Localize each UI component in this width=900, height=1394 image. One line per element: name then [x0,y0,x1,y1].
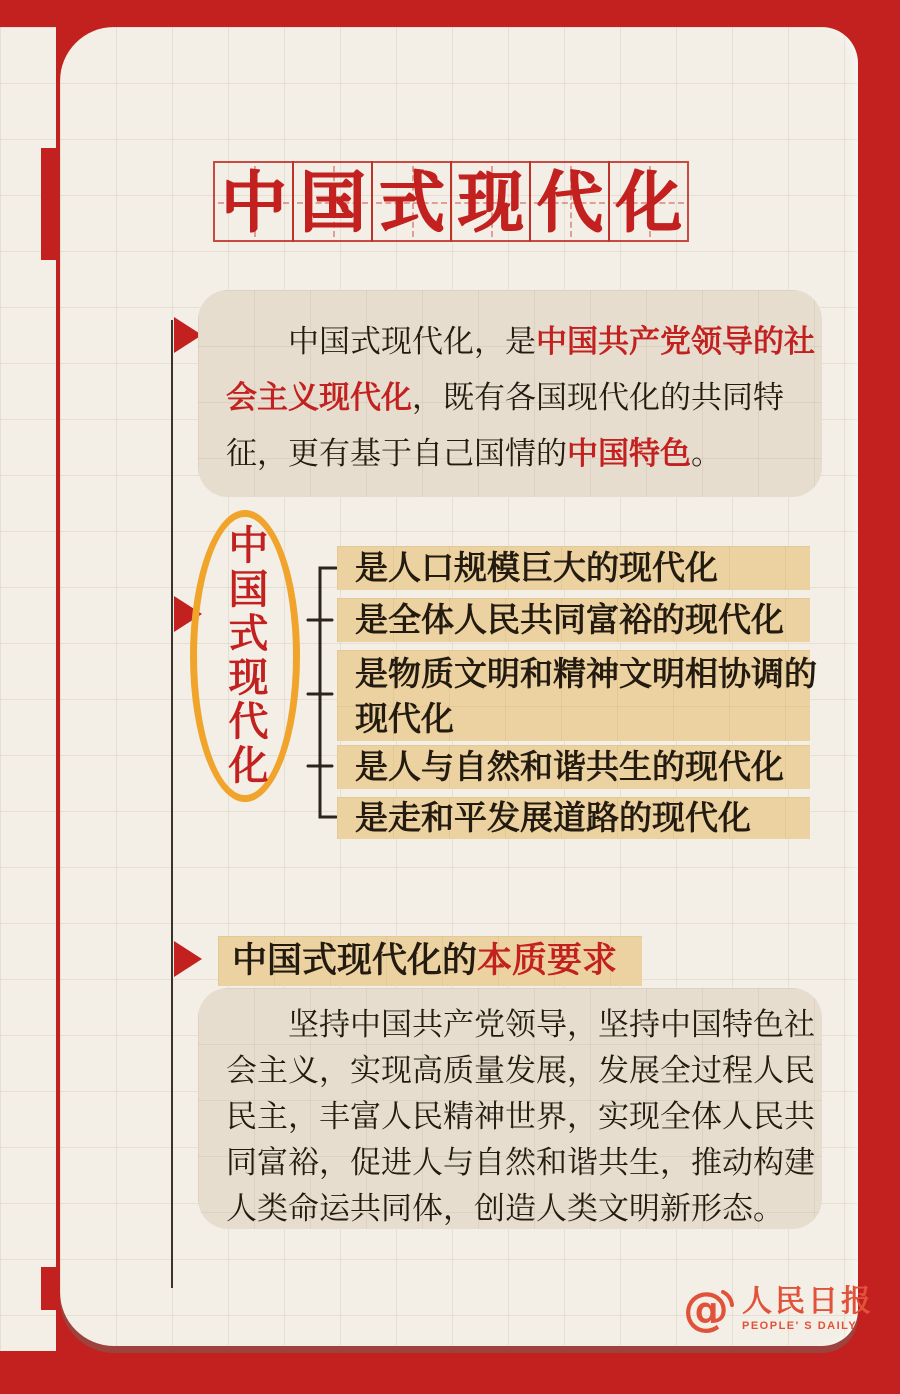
title-char: 国 [299,162,366,241]
title-char: 代 [536,162,603,241]
feature-item: 是全体人民共同富裕的现代化 [337,598,810,642]
title-char-box [608,161,689,242]
logo-cn-label: 人民日报 [742,1285,874,1318]
feature-item: 是走和平发展道路的现代化 [337,797,810,839]
title-char: 现 [457,162,524,241]
feature-item: 是物质文明和精神文明相协调的 现代化 [337,650,810,741]
intro-card: 中国式现代化，是中国共产党领导的社 会主义现代化，既有各国现代化的共同特 征，更有基于自己国情的中国特色。 [198,290,822,497]
section-marker-icon [174,941,202,977]
center-oval [190,510,300,802]
page-title [213,161,689,242]
logo-en-label: PEOPLE' S DAILY [742,1319,858,1332]
bookmark-tab-bottom [41,1267,58,1310]
title-char-box [529,161,610,242]
title-char: 化 [615,162,682,241]
feature-item: 是人口规模巨大的现代化 [337,546,810,590]
feature-item: 是人与自然和谐共生的现代化 [337,745,810,789]
essence-card: 坚持中国共产党领导，坚持中国特色社 会主义，实现高质量发展，发展全过程人民 民主，丰富人民精神世界，实现全体人民共 同富裕，促进人与自然和谐共生，推动构建 人类命运共同体，创造人类文明新形态。 [198,988,822,1229]
essence-heading: 中国式现代化的本质要求 [218,936,642,986]
title-char-box [292,161,373,242]
timeline-rule [171,320,173,1288]
title-char-box [450,161,531,242]
center-oval-label: 中国式现代化 [222,524,269,788]
svg-text:@: @ [683,1282,729,1336]
brand-logo [682,1280,874,1336]
title-char-box [213,161,294,242]
title-char: 式 [378,162,445,241]
logo-text [742,1286,874,1332]
bookmark-tab-top [41,148,58,260]
title-char-box [371,161,452,242]
at-broadcast-icon [682,1280,738,1336]
title-char: 中 [220,162,287,241]
